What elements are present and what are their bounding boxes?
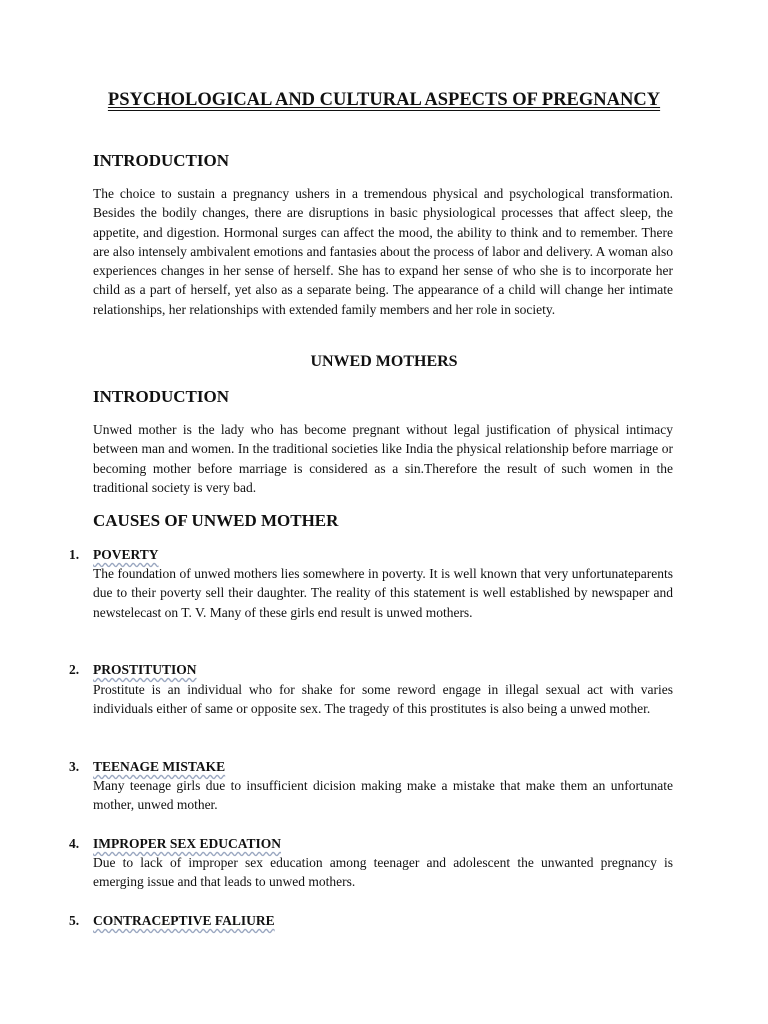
list-number: 1. — [69, 547, 80, 562]
list-number: 5. — [69, 913, 80, 928]
cause-text: Many teenage girls due to insufficient dicision making make a mistake that make them an unfortunate mother, unwed mother. — [93, 778, 673, 813]
intro-heading: INTRODUCTION — [93, 151, 230, 170]
cause-title: CONTRACEPTIVE FALIURE — [93, 913, 275, 928]
cause-title: IMPROPER SEX EDUCATION — [93, 836, 282, 851]
cause-title: PROSTITUTION — [93, 662, 197, 677]
list-number: 2. — [69, 662, 80, 677]
cause-text: Prostitute is an individual who for shake for some reword engage in illegal sexual act with varies individuals either of same or opposite sex. The tragedy of this prostitutes is also being a unwed mother. — [93, 682, 673, 717]
cause-text: The foundation of unwed mothers lies somewhere in poverty. It is well known that very unfortunateparents due to their poverty sell their daughter. The reality of this statement is well established by newspaper and newstelecast on T. V. Many of these girls end result is unwed mothers. — [93, 566, 673, 620]
document-title: PSYCHOLOGICAL AND CULTURAL ASPECTS OF PREGNANCY — [107, 90, 661, 110]
list-number: 3. — [69, 759, 80, 774]
list-number: 4. — [69, 836, 80, 851]
unwed-intro-heading: INTRODUCTION — [93, 387, 230, 406]
unwed-intro-paragraph: Unwed mother is the lady who has become pregnant without legal justification of physical intimacy between man and women. In the traditional societies like India the physical relationship before marriage or becoming mother before marriage is considered as a sin.Therefore the result of such women in the traditional society is very bad. — [93, 422, 673, 495]
cause-text: Due to lack of improper sex education among teenager and adolescent the unwanted pregnancy is emerging issue and that leads to unwed mothers. — [93, 855, 673, 890]
section-heading: UNWED MOTHERS — [310, 353, 458, 370]
cause-title: POVERTY — [93, 547, 159, 562]
intro-paragraph: The choice to sustain a pregnancy ushers in a tremendous physical and psychological transformation. Besides the bodily changes, there are disruptions in basic physiological processes that affect sleep, the appetite, and digestion. Hormonal surges can affect the mood, the ability to think and to remember. There are also intensely ambivalent emotions and fantasies about the process of labor and delivery. A woman also experiences changes in her sense of herself. She has to expand her sense of who she is to incorporate her child as a part of herself, yet also as a separate being. The appearance of a child will change her intimate relationships, her relationships with extended family members and her role in society. — [93, 186, 673, 317]
causes-heading: CAUSES OF UNWED MOTHER — [93, 511, 339, 530]
cause-title: TEENAGE MISTAKE — [93, 759, 226, 774]
